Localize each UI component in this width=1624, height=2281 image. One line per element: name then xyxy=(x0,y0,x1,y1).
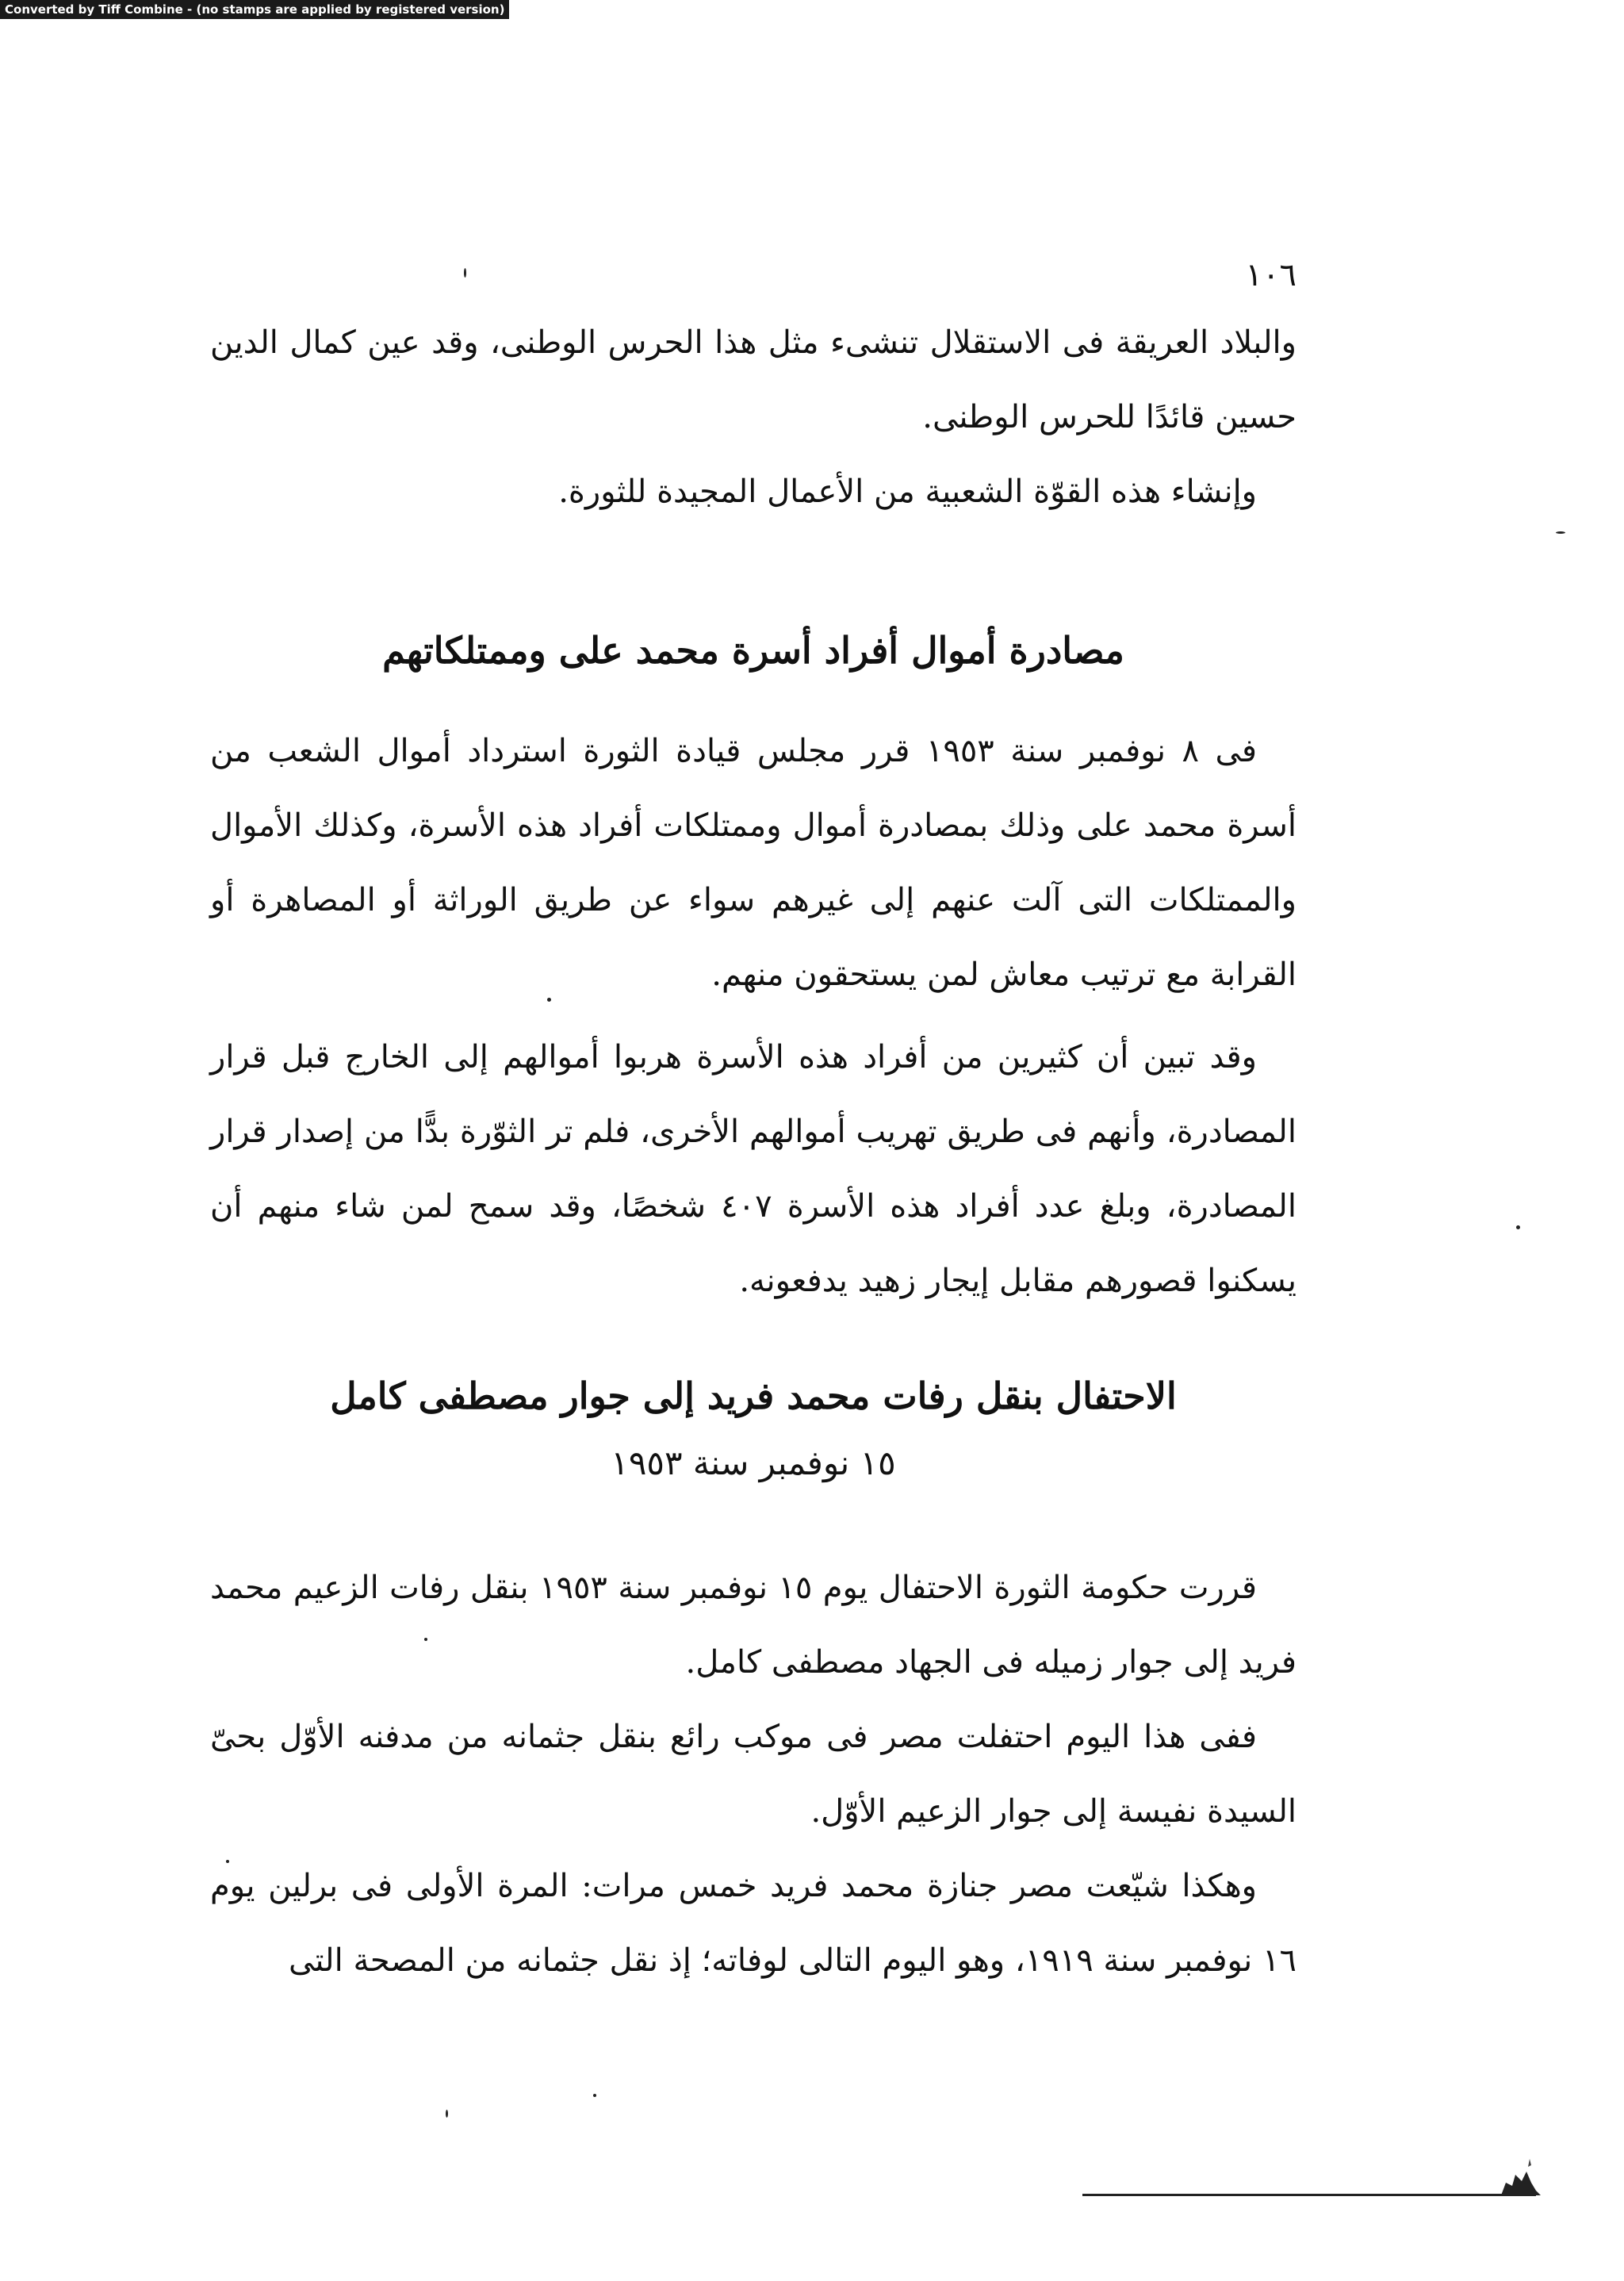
scan-speck xyxy=(226,1860,229,1863)
bottom-rule xyxy=(1082,2194,1536,2196)
scan-speck xyxy=(593,2094,596,2097)
section1-block xyxy=(210,714,1297,1318)
intro-paragraph-2: وإنشاء هذه القوّة الشعبية من الأعمال المجيدة للثورة. xyxy=(558,473,1257,510)
page-number: ١٠٦ xyxy=(1245,257,1297,293)
intro-block xyxy=(210,305,1297,529)
section2-block xyxy=(210,1551,1297,1998)
scan-speck xyxy=(446,2110,448,2118)
section2-heading: الاحتفال بنقل رفات محمد فريد إلى جوار مصطفى كامل xyxy=(330,1374,1177,1417)
scan-speck xyxy=(464,268,466,278)
scan-blot-icon xyxy=(1495,2151,1542,2199)
section1-paragraph-1: فى ٨ نوفمبر سنة ١٩٥٣ قرر مجلس قيادة الثورة استرداد أموال الشعب من أسرة محمد على وذلك بمصادرة أموال وممتلكات أفراد هذه الأسرة، وكذلك الأموال والممتلكات التى آلت عنهم إلى غيرهم سواء عن طريق الوراثة أو المصاهرة أو القرابة مع ترتيب معاش لمن يستحقون منهم. xyxy=(210,733,1297,993)
section2-paragraph-2: ففى هذا اليوم احتفلت مصر فى موكب رائع بنقل جثمانه من مدفنه الأوّل بحىّ السيدة نفيسة إلى جوار الزعيم الأوّل. xyxy=(210,1719,1297,1830)
section2-paragraph-3: وهكذا شيّعت مصر جنازة محمد فريد خمس مرات: المرة الأولى فى برلين يوم ١٦ نوفمبر سنة ١٩١٩، وهو اليوم التالى لوفاته؛ إذ نقل جثمانه من المصحة التى xyxy=(210,1868,1297,1979)
scan-speck xyxy=(1556,531,1565,534)
scan-speck xyxy=(547,998,551,1002)
section1-heading: مصادرة أموال أفراد أسرة محمد على وممتلكاتهم xyxy=(382,629,1124,672)
section2-paragraph-1: قررت حكومة الثورة الاحتفال يوم ١٥ نوفمبر سنة ١٩٥٣ بنقل رفات الزعيم محمد فريد إلى جوار زميله فى الجهاد مصطفى كامل. xyxy=(210,1570,1297,1681)
scan-speck xyxy=(1516,1225,1520,1229)
scan-speck xyxy=(424,1638,427,1641)
intro-paragraph-1: والبلاد العريقة فى الاستقلال تنشىء مثل هذا الحرس الوطنى، وقد عين كمال الدين حسين قائدًا للحرس الوطنى. xyxy=(210,324,1297,435)
converter-banner: Converted by Tiff Combine - (no stamps are applied by registered version) xyxy=(0,0,509,19)
section2-date: ١٥ نوفمبر سنة ١٩٥٣ xyxy=(611,1443,896,1482)
section1-paragraph-2: وقد تبين أن كثيرين من أفراد هذه الأسرة هربوا أموالهم إلى الخارج قبل قرار المصادرة، وأنهم فى طريق تهريب أموالهم الأخرى، فلم تر الثوّرة بدًّا من إصدار قرار المصادرة، وبلغ عدد أفراد هذه الأسرة ٤٠٧ شخصًا، وقد سمح لمن شاء منهم أن يسكنوا قصورهم مقابل إيجار زهيد يدفعونه. xyxy=(210,1039,1297,1299)
